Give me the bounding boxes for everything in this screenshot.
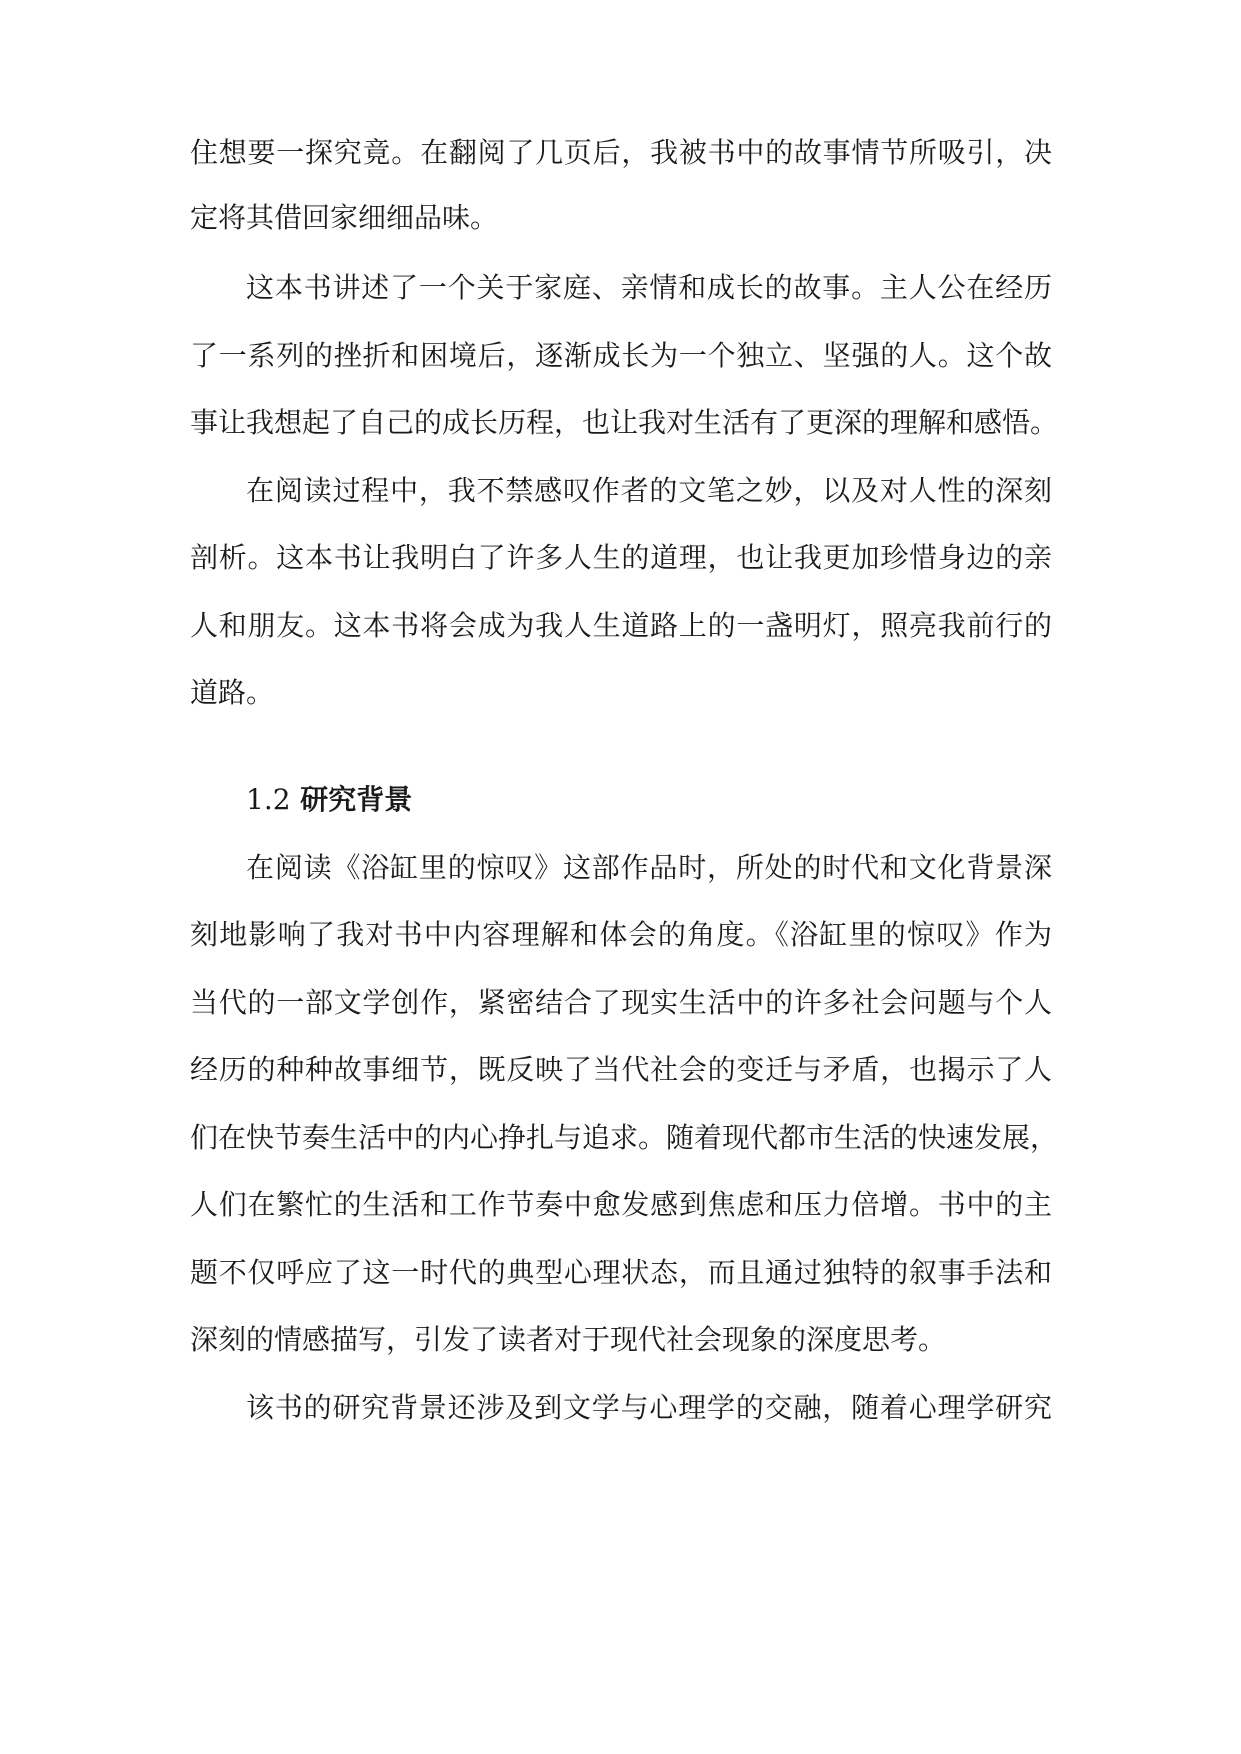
paragraph-line: 在阅读《浴缸里的惊叹》这部作品时，所处的时代和文化背景深: [246, 851, 1052, 884]
section-title: 研究背景: [300, 783, 413, 816]
paragraph-line: 经历的种种故事细节，既反映了当代社会的变迁与矛盾，也揭示了人: [190, 1053, 1052, 1086]
paragraph-line: 题不仅呼应了这一时代的典型心理状态，而且通过独特的叙事手法和: [190, 1256, 1052, 1289]
paragraph-line: 们在快节奏生活中的内心挣扎与追求。随着现代都市生活的快速发展，: [190, 1121, 1059, 1154]
paragraph-line: 该书的研究背景还涉及到文学与心理学的交融，随着心理学研究: [246, 1391, 1052, 1424]
paragraph-line: 刻地影响了我对书中内容理解和体会的角度。《浴缸里的惊叹》作为: [190, 918, 1052, 951]
paragraph-line: 住想要一探究竟。在翻阅了几页后，我被书中的故事情节所吸引，决: [190, 136, 1052, 169]
paragraph-line: 定将其借回家细细品味。: [190, 201, 499, 234]
paragraph-line: 剖析。这本书让我明白了许多人生的道理，也让我更加珍惜身边的亲: [190, 541, 1052, 574]
section-number: 1.2: [246, 783, 291, 816]
paragraph-line: 在阅读过程中，我不禁感叹作者的文笔之妙，以及对人性的深刻: [246, 474, 1052, 507]
paragraph-line: 深刻的情感描写，引发了读者对于现代社会现象的深度思考。: [190, 1323, 947, 1356]
paragraph-line: 这本书讲述了一个关于家庭、亲情和成长的故事。主人公在经历: [246, 271, 1052, 304]
paragraph-line: 人和朋友。这本书将会成为我人生道路上的一盏明灯，照亮我前行的: [190, 609, 1052, 642]
section-heading: [246, 780, 412, 820]
paragraph-line: 道路。: [190, 676, 275, 709]
paragraph-line: 人们在繁忙的生活和工作节奏中愈发感到焦虑和压力倍增。书中的主: [190, 1188, 1052, 1221]
paragraph-line: 事让我想起了自己的成长历程，也让我对生活有了更深的理解和感悟。: [190, 406, 1059, 439]
paragraph-line: 当代的一部文学创作，紧密结合了现实生活中的许多社会问题与个人: [190, 986, 1052, 1019]
paragraph-line: 了一系列的挫折和困境后，逐渐成长为一个独立、坚强的人。这个故: [190, 339, 1052, 372]
